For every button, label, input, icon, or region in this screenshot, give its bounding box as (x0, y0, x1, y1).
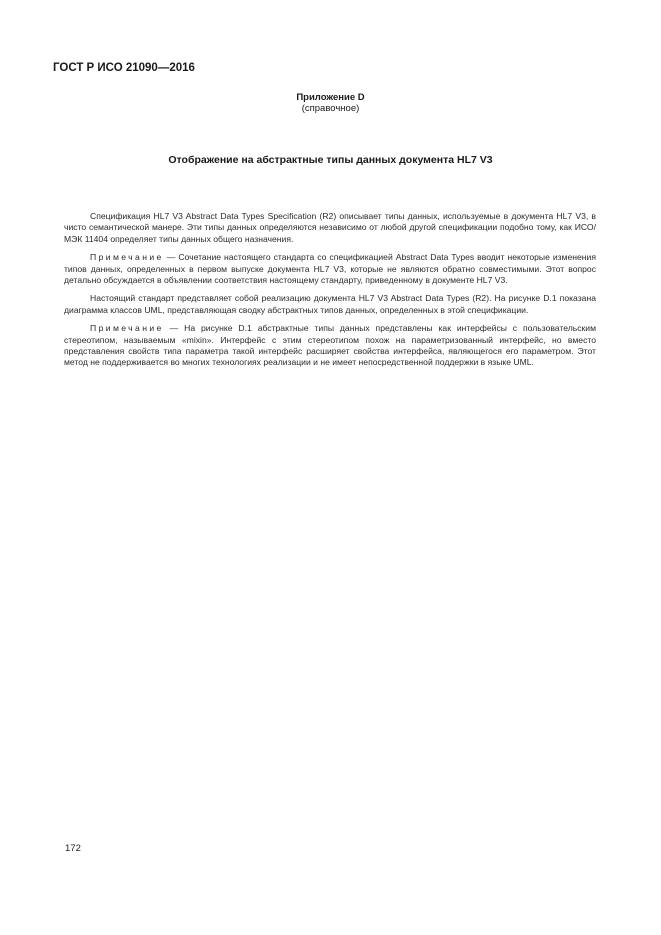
note-dash: — (163, 323, 185, 334)
note-text: На рисунке D.1 абстрактные типы данных представлены как интерфейсы с пользовательским стереотипом, называемым «mixin». Интерфейс с этим стереотипом похож на параметризованный интерфейс, но вместо представления свойств типа параметра такой интерфейс расширяет свойства интерфейса, являющегося его параметром. Этот метод не поддерживается во многих технологиях реализации и не имеет непосредственной поддержки в языке UML. (64, 323, 596, 368)
appendix-subtitle: (справочное) (301, 103, 360, 114)
document-body (64, 211, 596, 376)
appendix-heading (0, 92, 661, 114)
note-label: Примечание (90, 323, 164, 334)
note-dash: — (163, 252, 179, 263)
appendix-title: Приложение D (296, 92, 365, 103)
paragraph-text: Настоящий стандарт представляет собой реализацию документа HL7 V3 Abstract Data Types (R2). На рисунке D.1 показана диаграмма классов UML, представляющая сводку абстрактных типов данных, определенных в этой спецификации. (64, 293, 596, 315)
paragraph-text: Спецификация HL7 V3 Abstract Data Types Specification (R2) описывает типы данных, используемые в документа HL7 V3, в чисто семантической манере. Эти типы данных определяются независимо от любой другой спецификации подобно тому, как ИСО/МЭК 11404 определяет типы данных общего назначения. (64, 211, 596, 244)
note-text: Сочетание настоящего стандарта со спецификацией Abstract Data Types вводит некоторые изменения типов данных, определенных в первом выпуске документа HL7 V3, которые не являются обратно совместимыми. Этот вопрос детально обсуждается в объявлении соответствия настоящему стандарту, приведенному в документе HL7 V3. (64, 252, 596, 286)
note-paragraph (64, 323, 596, 369)
paragraph (64, 211, 596, 245)
note-label: Примечание (90, 252, 164, 263)
paragraph (64, 293, 596, 316)
document-header: ГОСТ Р ИСО 21090—2016 (53, 62, 195, 74)
section-title: Отображение на абстрактные типы данных документа HL7 V3 (168, 154, 493, 166)
page-number: 172 (65, 843, 81, 854)
note-paragraph (64, 252, 596, 286)
